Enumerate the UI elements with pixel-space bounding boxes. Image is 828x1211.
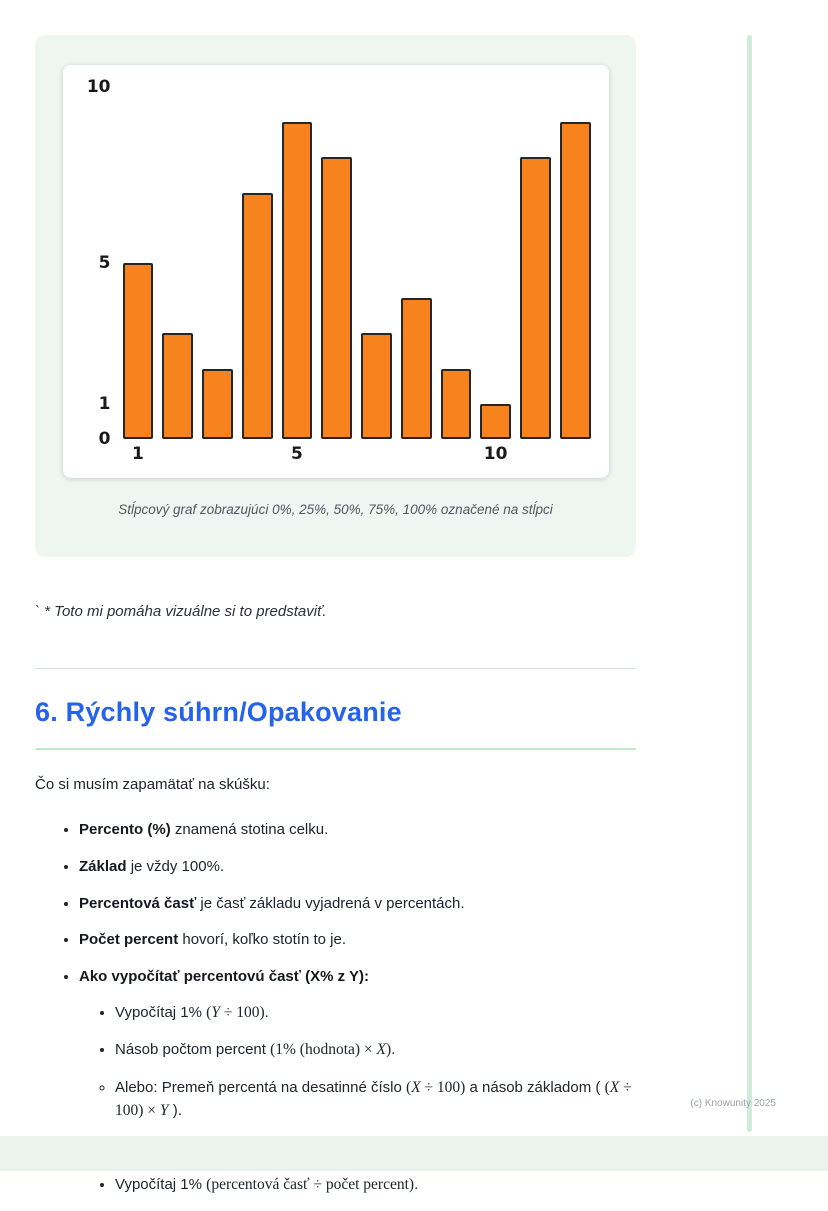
summary-item: • Počet percent hovorí, koľko stotín to je. <box>79 929 636 951</box>
summary-item-term: Percentová časť <box>79 894 197 912</box>
bar <box>441 369 472 439</box>
sub-item: • • Vypočítaj 1% (percentová časť ÷ počet percent). <box>115 1173 636 1197</box>
x-tick-label: 1 <box>131 444 144 464</box>
bar <box>162 333 193 439</box>
bar-slot <box>401 298 432 439</box>
math-expression: (1% (hodnota) × X) <box>270 1041 392 1059</box>
sub-item: • Vypočítaj 1% (Y ÷ 100). <box>115 1001 636 1025</box>
x-tick-label <box>441 444 472 466</box>
x-tick-label <box>162 444 193 466</box>
bar-slot <box>520 157 551 439</box>
bar <box>282 122 313 439</box>
summary-item-term: Percento (%) <box>79 821 171 838</box>
bar-slot <box>361 333 392 439</box>
y-tick-label: 10 <box>86 77 111 97</box>
bar <box>321 157 352 439</box>
x-axis <box>123 444 591 466</box>
summary-item-term: Počet percent <box>79 931 179 949</box>
summary-item-term: Ako vypočítať percentovú časť (X% z Y): <box>79 968 370 985</box>
sub-list <box>79 1173 636 1197</box>
section-heading: 6. Rýchly súhrn/Opakovanie <box>35 697 402 727</box>
bar <box>480 404 511 439</box>
sub-item: ◦ Alebo: Premeň percentá na desatinné číslo (X ÷ 100) a násob základom ( (X ÷ 100) × Y ). <box>115 1076 636 1123</box>
math-expression: (X ÷ 100) × Y <box>115 1078 632 1120</box>
bars-container <box>123 87 591 439</box>
math-expression: (percentová časť ÷ počet percent) <box>206 1175 415 1193</box>
summary-item-term: Základ <box>79 857 127 875</box>
x-tick-label <box>520 444 551 466</box>
x-tick-label <box>321 444 352 466</box>
math-expression: (Y ÷ 100) <box>206 1003 265 1021</box>
sub-item: • Násob počtom percent (1% (hodnota) × X). <box>115 1038 636 1062</box>
y-tick-label: 5 <box>98 253 111 273</box>
bar <box>560 122 591 439</box>
chart-plot-area <box>77 77 591 449</box>
heading-underline <box>35 748 636 750</box>
summary-item: • Percentová časť je časť základu vyjadrená v percentách. <box>79 893 636 915</box>
summary-item: • Základ je vždy 100%. <box>79 856 636 878</box>
chart-caption: Stĺpcový graf zobrazujúci 0%, 25%, 50%, 75%, 100% označené na stĺpci <box>118 502 553 517</box>
x-tick-label: 5 <box>290 444 303 464</box>
bar-slot <box>441 369 472 439</box>
bar-slot <box>282 122 313 439</box>
section-divider <box>35 668 636 669</box>
note-text: ` * Toto mi pomáha vizuálne si to predstaviť. <box>35 603 327 620</box>
bar <box>401 298 432 439</box>
bar-slot <box>202 369 233 439</box>
summary-item: • Percento (%) znamená stotina celku. <box>79 819 636 841</box>
bar-chart <box>63 65 609 478</box>
x-tick-label <box>242 444 273 466</box>
bar-slot <box>123 263 154 439</box>
y-axis <box>77 77 123 449</box>
bar-slot <box>480 404 511 439</box>
bar-slot <box>162 333 193 439</box>
footer-credit: (c) Knowunity 2025 <box>690 1098 776 1109</box>
x-tick-label: 10 <box>483 444 508 464</box>
intro-text: Čo si musím zapamätať na skúšku: <box>35 776 270 793</box>
summary-item <box>79 966 636 1123</box>
y-tick-label: 0 <box>98 429 111 449</box>
bar <box>202 369 233 439</box>
bar <box>242 193 273 439</box>
bar <box>520 157 551 439</box>
scroll-indicator <box>747 35 752 1132</box>
bar-slot <box>321 157 352 439</box>
x-tick-label <box>361 444 392 466</box>
page-content <box>35 35 636 1211</box>
math-expression: (X ÷ 100) <box>406 1078 466 1096</box>
bottom-card-preview <box>0 1136 828 1171</box>
x-tick-label <box>202 444 233 466</box>
bar-slot <box>242 193 273 439</box>
x-tick-label <box>560 444 591 466</box>
sub-list <box>79 1001 636 1123</box>
bar <box>123 263 154 439</box>
bar-slot <box>560 122 591 439</box>
chart-card <box>35 35 636 557</box>
y-tick-label: 1 <box>98 393 111 414</box>
x-tick-label <box>401 444 432 466</box>
bar <box>361 333 392 439</box>
